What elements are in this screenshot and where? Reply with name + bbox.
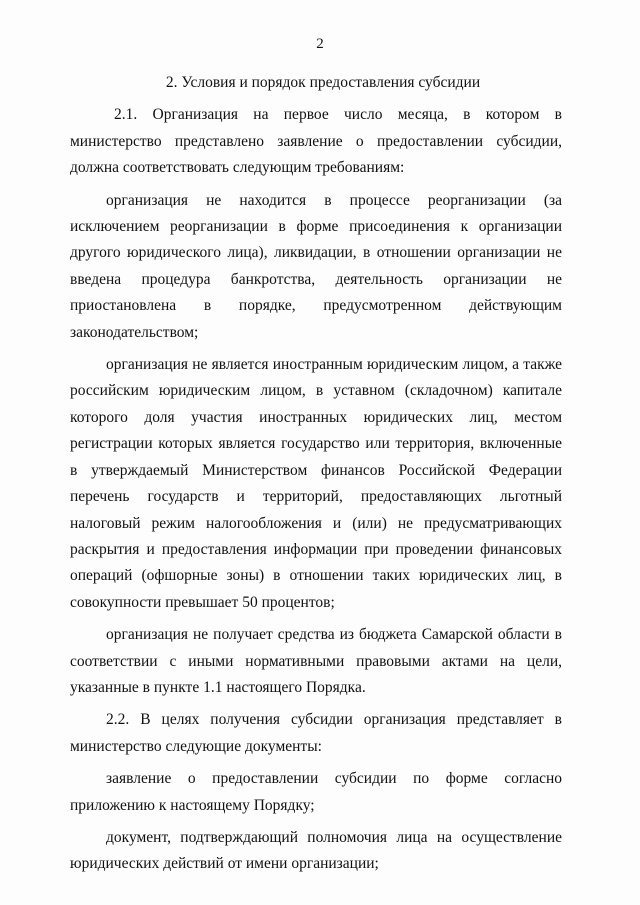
requirement-foreign-entity: организация не является иностранным юридическим лицом, а также российским юридическим лицом, в уставном (складочном) капитале которого доля участия иностранных юридических лиц, местом регистрации которых является государство или территория, включенные в утверждаемый Министерством финансов Российской Федерации перечень государств и территорий, предоставляющих льготный налоговый режим налогообложения и (или) не предусматривающих раскрытия и предоставления информации при проведении финансовых операций (офшорные зоны) в отношении таких юридических лиц, в совокупности превышает 50 процентов; [70,356,562,611]
requirement-no-other-funds: организация не получает средства из бюджета Самарской области в соответствии с иными нормативными правовыми актами на цели, указанные в пункте 1.1 настоящего Порядка. [70,626,562,696]
section-heading: 2. Условия и порядок предоставления субсидии [165,74,481,91]
document-authority: документ, подтверждающий полномочия лица на осуществление юридических действий от имени организации; [70,828,562,873]
paragraph-2-1: 2.1. Организация на первое число месяца, в котором в министерство представлено заявление о предоставлении субсидии, должна соответствовать следующим требованиям: [70,106,562,177]
document-body [70,70,562,878]
paragraph-2-2: 2.2. В целях получения субсидии организация представляет в министерство следующие документы: [70,711,562,755]
document-application: заявление о предоставлении субсидии по форме согласно приложению к настоящему Порядку; [70,770,562,814]
page-number: 2 [316,36,324,52]
requirement-reorganization: организация не находится в процессе реорганизации (за исключением реорганизации в форме присоединения к организации другого юридического лица), ликвидации, в отношении организации не введена процедура банкротства, деятельность организации не приостановлена в порядке, предусмотренном действующим законодательством; [70,191,562,341]
